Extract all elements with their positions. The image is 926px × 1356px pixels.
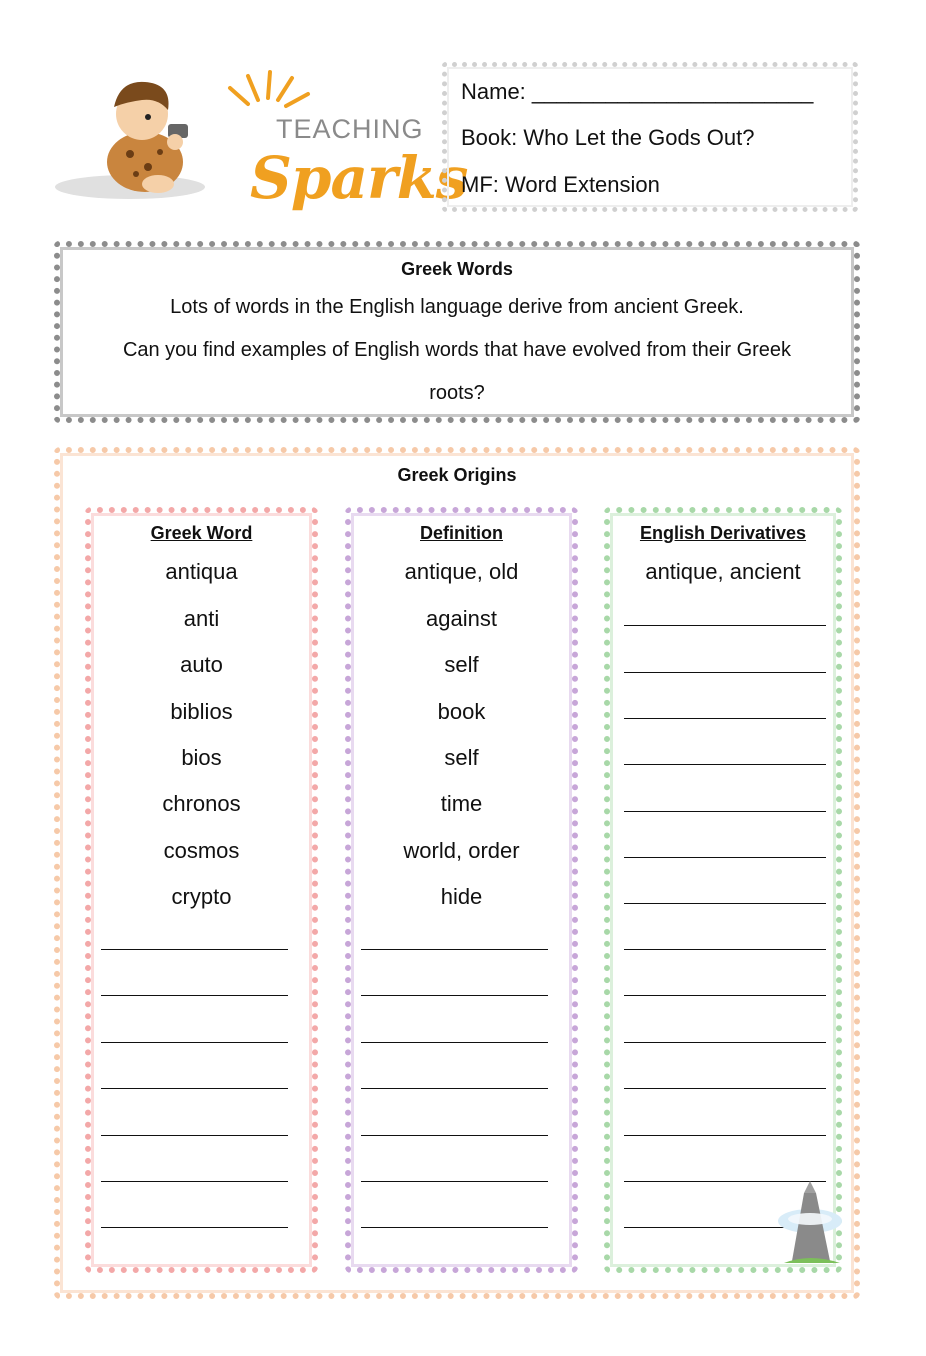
english-answer-line[interactable] <box>624 1135 826 1136</box>
english-derivatives-column <box>604 507 842 1273</box>
greek-word-cell: anti <box>183 606 220 631</box>
english-derivative-cell: antique, ancient <box>645 559 801 584</box>
definition-answer-line[interactable] <box>361 1135 548 1136</box>
english-answer-line[interactable] <box>624 672 826 673</box>
english-answer-line[interactable] <box>624 764 826 765</box>
greek-answer-line[interactable] <box>101 1042 288 1043</box>
greek-word-cell: crypto <box>171 884 232 909</box>
name-field[interactable]: Name: _______________________ <box>461 79 814 104</box>
english-answer-line[interactable] <box>624 1088 826 1089</box>
english-answer-line[interactable] <box>624 811 826 812</box>
definition-cell: time <box>440 791 483 816</box>
sun-rays-icon <box>230 72 308 106</box>
definition-answer-line[interactable] <box>361 949 548 950</box>
english-answer-line[interactable] <box>624 903 826 904</box>
definition-answer-line[interactable] <box>361 1181 548 1182</box>
intro-line-2: Can you find examples of English words that have evolved from their Greek <box>122 339 792 361</box>
greek-words-title: Greek Words <box>401 259 513 279</box>
definition-cell: self <box>444 745 479 770</box>
mf-label: MF: Word Extension <box>461 172 660 197</box>
greek-answer-line[interactable] <box>101 1181 288 1182</box>
greek-word-cell: biblios <box>170 699 233 724</box>
logo-teaching-text: TEACHING <box>276 114 424 144</box>
greek-answer-line[interactable] <box>101 1088 288 1089</box>
greek-word-cell: antiqua <box>165 559 238 584</box>
greek-word-cell: auto <box>180 652 223 677</box>
greek-word-header: Greek Word <box>150 523 253 543</box>
definition-cell: hide <box>440 884 483 909</box>
definition-cell: self <box>444 652 479 677</box>
greek-origins-title: Greek Origins <box>397 465 517 485</box>
english-answer-line[interactable] <box>624 1042 826 1043</box>
intro-line-1: Lots of words in the English language derive from ancient Greek. <box>170 296 744 318</box>
english-answer-line[interactable] <box>624 949 826 950</box>
greek-answer-line[interactable] <box>101 1227 288 1228</box>
definition-cell: world, order <box>403 838 520 863</box>
greek-answer-line[interactable] <box>101 949 288 950</box>
greek-answer-line[interactable] <box>101 1135 288 1136</box>
volcano-icon <box>770 1173 850 1268</box>
greek-word-cell: bios <box>181 745 222 770</box>
definition-cell: book <box>437 699 486 724</box>
definition-cell: against <box>426 606 497 631</box>
english-derivatives-header: English Derivatives <box>639 523 807 543</box>
teaching-sparks-logo <box>50 62 468 212</box>
definition-column <box>345 507 578 1273</box>
student-info-box <box>442 62 858 212</box>
definition-answer-line[interactable] <box>361 1227 548 1228</box>
definition-header: Definition <box>420 523 503 543</box>
english-answer-line[interactable] <box>624 995 826 996</box>
intro-line-3: roots? <box>429 382 485 404</box>
definition-cell: antique, old <box>404 559 519 584</box>
greek-answer-line[interactable] <box>101 995 288 996</box>
greek-words-box <box>54 241 860 423</box>
definition-answer-line[interactable] <box>361 995 548 996</box>
greek-origins-box <box>54 447 860 1299</box>
english-answer-line[interactable] <box>624 857 826 858</box>
logo-sparks-text: Sparks <box>250 144 468 212</box>
definition-answer-line[interactable] <box>361 1042 548 1043</box>
greek-word-cell: chronos <box>162 791 241 816</box>
greek-word-column <box>85 507 318 1273</box>
english-answer-line[interactable] <box>624 625 826 626</box>
definition-answer-line[interactable] <box>361 1088 548 1089</box>
book-title: Book: Who Let the Gods Out? <box>461 125 755 150</box>
greek-word-cell: cosmos <box>163 838 240 863</box>
english-answer-line[interactable] <box>624 718 826 719</box>
